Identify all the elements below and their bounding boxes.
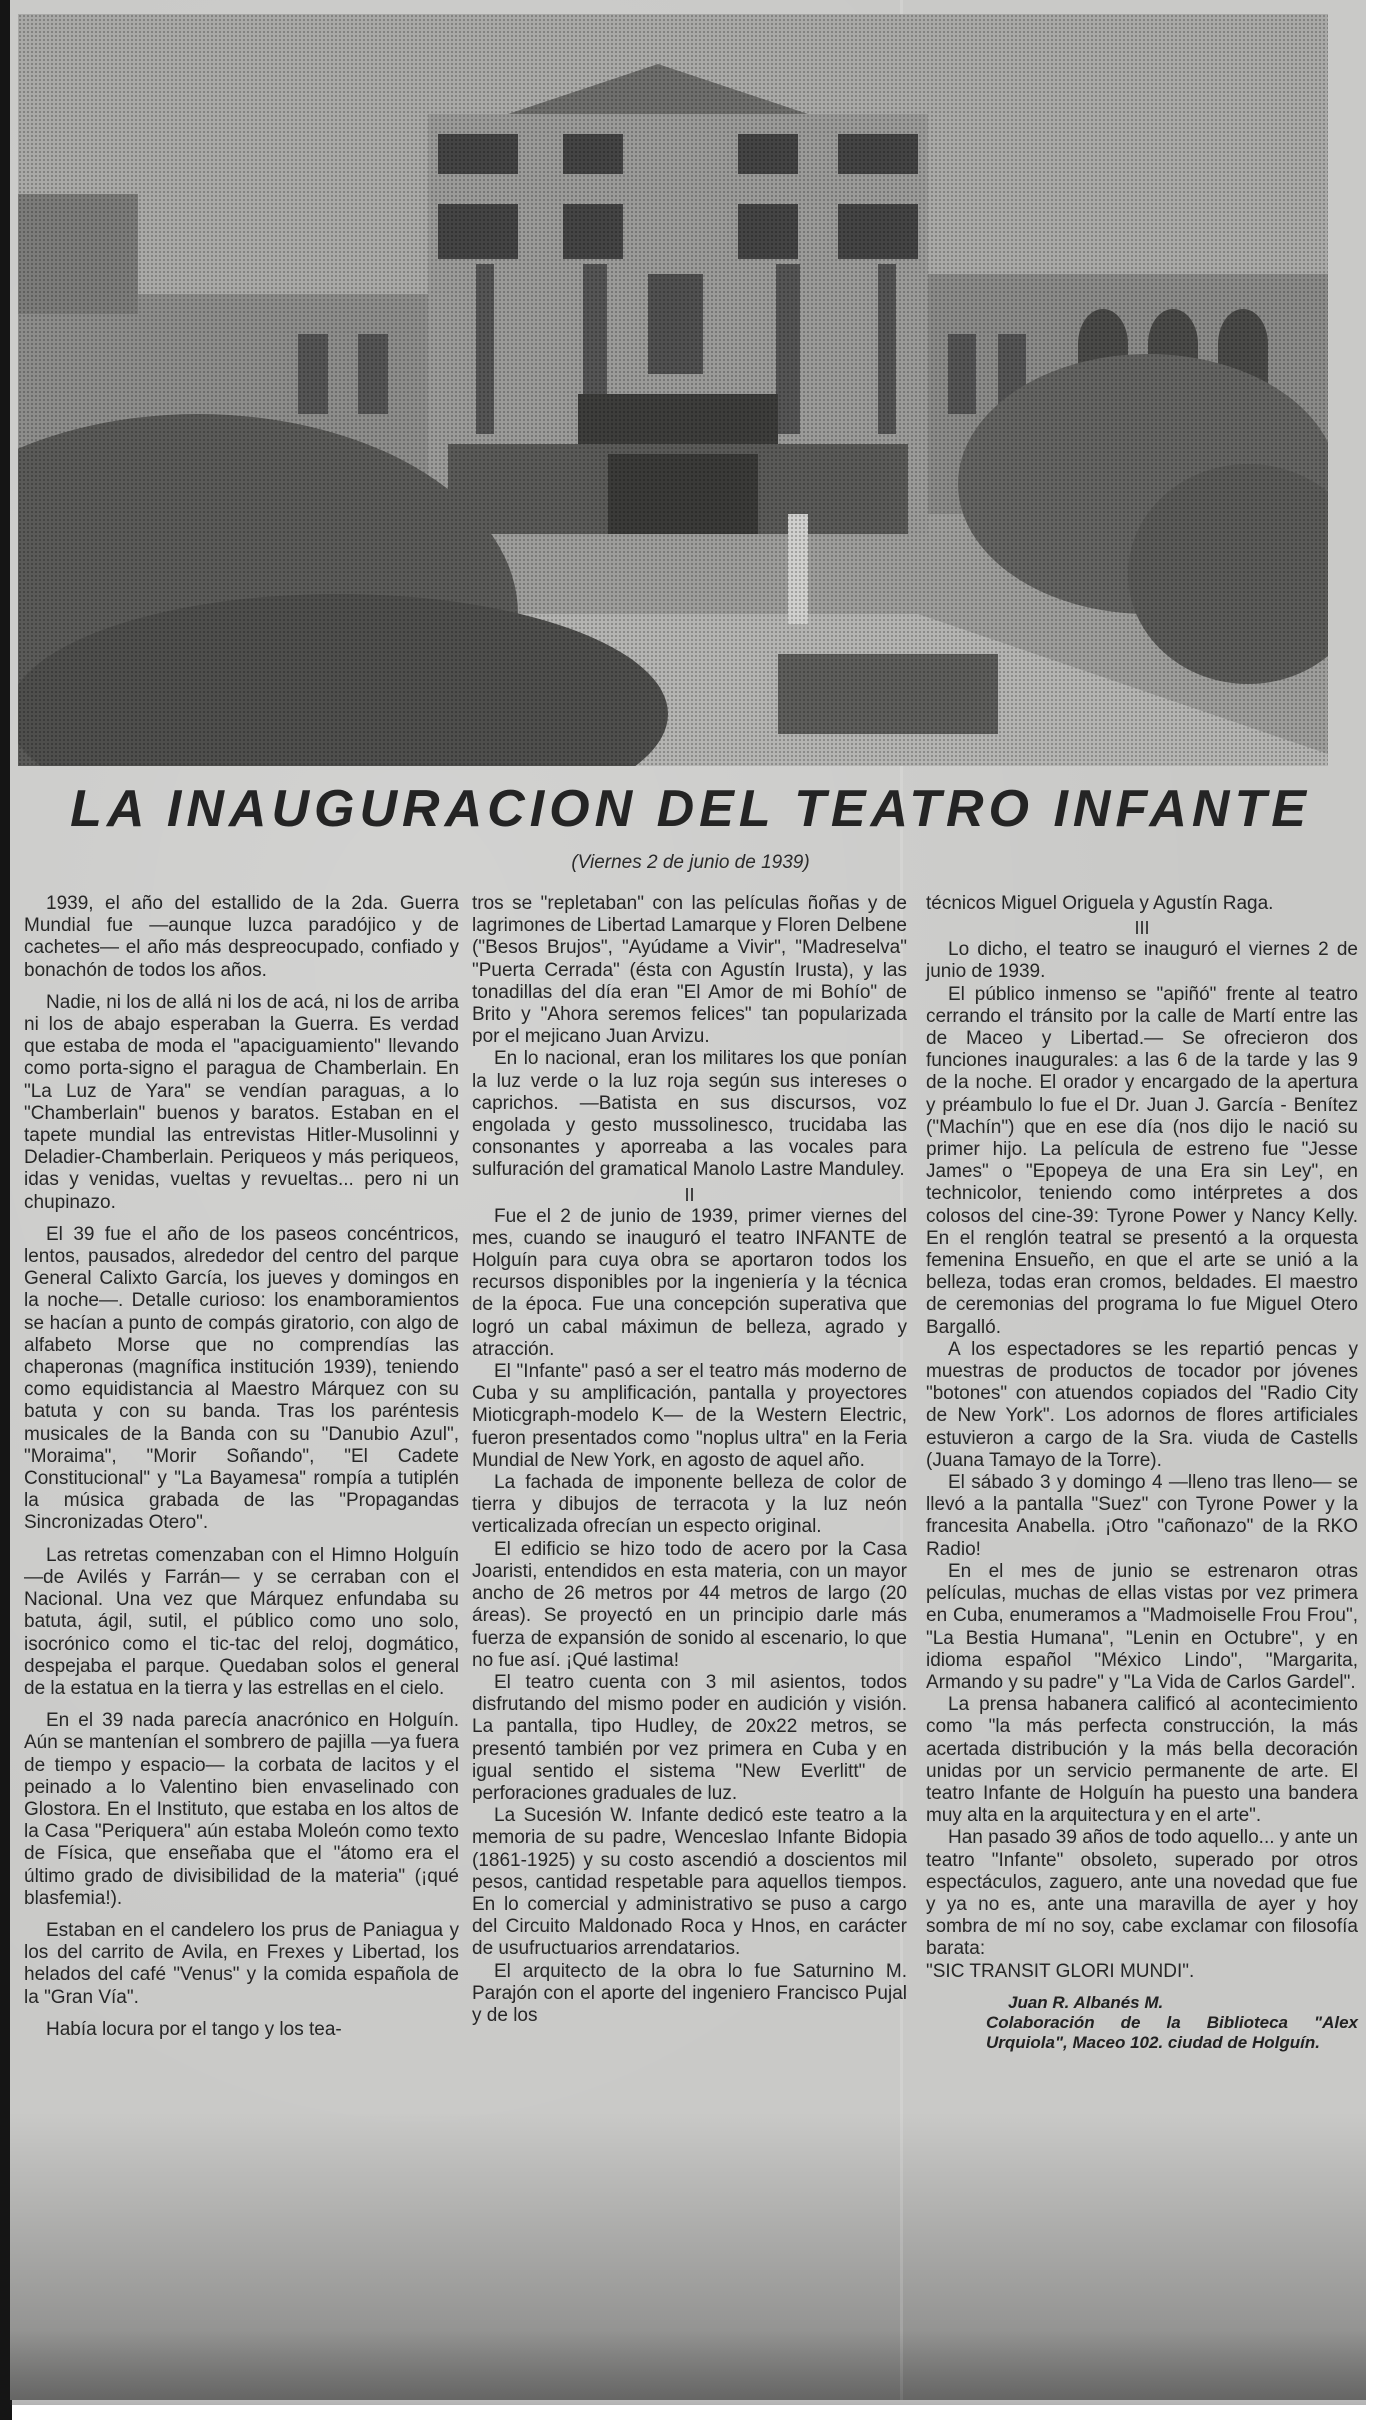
paragraph: Había locura por el tango y los tea- <box>46 2018 342 2040</box>
library-credit: Colaboración de la Biblioteca "Alex Urquiola", Maceo 102. ciudad de Holguín. <box>986 2012 1358 2052</box>
paragraph: El teatro cuenta con 3 mil asientos, todos disfrutando del mismo poder en audición y visión. La pantalla, tipo Hudley, de 20x22 metros, se presentó también por vez primera en Cuba y en igual sentido el sistema "New Everlitt" de perforaciones graduales de luz. <box>472 1671 907 1804</box>
paragraph: La Sucesión W. Infante dedicó este teatro a la memoria de su padre, Wenceslao Infante Bidopia (1861-1925) y su costo ascendió a doscientos mil pesos, cantidad respetable para aquellos tiempos. En lo comercial y administrativo se puso a cargo del Circuito Maldonado Roca y Hnos, en carácter de usufructuarios arrendatarios. <box>472 1805 907 1960</box>
paragraph: La prensa habanera calificó al acontecimiento como "la más perfecta construcción, la más acertada distribución y la más bella decoración unidas por un servicio permanente de arte. El teatro Infante de Holguín ha puesto una bandera muy alta en la arquitectura y en el arte". <box>926 1694 1358 1827</box>
paragraph: La fachada de imponente belleza de color de tierra y dibujos de terracota y la luz neón verticalizada ofrecían un especto original. <box>472 1472 907 1538</box>
section-number: II <box>684 1184 695 1205</box>
paragraph: 1939, el año del estallido de la 2da. Guerra Mundial fue —aunque luzca paradójico y de cachetes— el año más despreocupado, confiado y bonachón de todos los años. <box>24 893 459 981</box>
theater-photo <box>18 14 1328 766</box>
paragraph: Nadie, ni los de allá ni los de acá, ni los de arriba ni los de abajo esperaban la Guerra. Es verdad que estaba de moda el "apaciguamiento" llevando como porta-signo el paragua de Chamberlain. En "La Luz de Yara" se vendían paraguas, a lo "Chamberlain" buenos y baratos. Estaban en el tapete mundial las entrevistas Hitler-Musolinni y Deladier-Chamberlain. Periqueos y más periqueos, idas y venidas, vueltas y revueltas... pero ni un chupinazo. <box>24 991 459 1213</box>
paragraph: En el mes de junio se estrenaron otras películas, muchas de ellas vistas por vez primera en Cuba, enumeramos a "Madmoiselle Frou Frou", "La Bestia Humana", "Lenin en Octubre", y en idioma español "México Lindo", "Margarita, Armando y su padre" y "La Vida de Carlos Gardel". <box>926 1560 1358 1693</box>
article-dateline: (Viernes 2 de junio de 1939) <box>571 852 810 873</box>
article-column-2 <box>472 893 907 2027</box>
paragraph: El arquitecto de la obra lo fue Saturnino M. Parajón con el aporte del ingeniero Francisco Pujal y de los <box>472 1960 907 2026</box>
closing-quote: "SIC TRANSIT GLORI MUNDI". <box>926 1960 1195 1982</box>
article-headline: LA INAUGURACION DEL TEATRO INFANTE <box>70 780 1311 838</box>
signature <box>926 1993 1358 2053</box>
paragraph: El edificio se hizo todo de acero por la Casa Joaristi, entendidos en esta materia, con un mayor ancho de 26 metros por 44 metros de largo (20 áreas). Se proyectó en un principio darle más fuerza de expansión de sonido al escenario, lo que no fue así. ¡Qué lastima! <box>472 1538 907 1671</box>
paragraph: Las retretas comenzaban con el Himno Holguín —de Avilés y Farrán— y se cerraban con el Nacional. Una vez que Márquez enfundaba su batuta, ágil, sutil, el público como uno solo, isocrónico como el tic-tac del reloj, dogmático, despejaba el parque. Quedaban solos el general de la estatua en la tierra y las estrellas en el cielo. <box>24 1544 459 1699</box>
paragraph: El sábado 3 y domingo 4 —lleno tras lleno— se llevó a la pantalla "Suez" con Tyrone Power y la francesita Anabella. ¡Otro "cañonazo" de la RKO Radio! <box>926 1472 1358 1560</box>
paragraph: Han pasado 39 años de todo aquello... y ante un teatro "Infante" obsoleto, superado por otros espectáculos, zaguero, ante una novedad que fue y ya no es, ante una maravilla de ayer y hoy sombra de mí no soy, cabe exclamar con filosofía barata: <box>926 1827 1358 1960</box>
paragraph: El 39 fue el año de los paseos concéntricos, lentos, pausados, alrededor del centro del parque General Calixto García, los jueves y domingos en la noche—. Detalle curioso: los enamboramientos se hacían a punto de compás giratorio, con algo de alfabeto Morse que no comprendías las chaperonas (magnífica institución 1939), teniendo como equidistancia al Maestro Márquez con su batuta y con su banda. Tras los paréntesis musicales de la Banda con su "Danubio Azul", "Moraima", "Morir Soñando", "El Cadete Constitucional" y "La Bayamesa" rompía a tutiplén la música grabada de las "Propagandas Sincronizadas Otero". <box>24 1223 459 1534</box>
paragraph: En el 39 nada parecía anacrónico en Holguín. Aún se mantenían el sombrero de pajilla —ya fuera de tiempo y espacio— la corbata de lacitos y el peinado a lo Valentino bien envaselinado con Glostora. En el Instituto, que estaba en los altos de la Casa "Periquera" aún estaba Moleón como texto de Física, que enseñaba que el "átomo era el último grado de divisibilidad de la materia" (¡qué blasfemia!). <box>24 1710 459 1909</box>
paragraph: Estaban en el candelero los prus de Paniagua y los del carrito de Avila, en Frexes y Libertad, los helados del café "Venus" y la comida española de la "Gran Vía". <box>24 1919 459 2008</box>
section-number: III <box>1134 918 1150 939</box>
author-name: Juan R. Albanés M. <box>1008 1992 1164 2012</box>
paragraph: Lo dicho, el teatro se inauguró el viernes 2 de junio de 1939. <box>926 939 1358 983</box>
paragraph: A los espectadores se les repartió pencas y muestras de productos de tocador por jóvenes "botones" con atuendos copiados del "Radio City de New York". Los adornos de flores artificiales estuvieron a cargo de la Sra. viuda de Castells (Juana Tamayo de la Torre). <box>926 1338 1358 1471</box>
paragraph: El "Infante" pasó a ser el teatro más moderno de Cuba y su amplificación, pantalla y proyectores Mioticgraph-modelo K— de la Western Electric, fueron presentados como "noplus ultra" en la Feria Mundial de New York, en agosto de aquel año. <box>472 1361 907 1471</box>
paragraph: Fue el 2 de junio de 1939, primer viernes del mes, cuando se inauguró el teatro INFANTE de Holguín para cuya obra se aportaron todos los recursos disponibles por la ingeniería y la técnica de la época. Fue una concepción superativa que logró un cabal máximun de belleza, agrado y atracción. <box>472 1205 907 1360</box>
article-column-1 <box>24 893 459 2051</box>
paragraph: técnicos Miguel Origuela y Agustín Raga. <box>926 893 1274 914</box>
paragraph: El público inmenso se "apiñó" frente al teatro cerrando el tránsito por la calle de Martí entre las de Maceo y Libertad.— Se ofrecieron dos funciones inaugurales: a las 6 de la tarde y las 9 de la noche. El orador y encargado de la apertura y préambulo lo fue el Dr. Juan J. García - Benítez ("Machín") que en ese día (nos dijo le nació su primer hijo. La película de estreno fue "Jesse James" o "Epopeya de una Era sin Ley", en technicolor, teniendo como intérpretes a dos colosos del cine-39: Tyrone Power y Nancy Kelly. En el renglón teatral se presentó a la orquesta femenina Ensueño, en que el arte se unió a la belleza, todas eran cromos, beldades. El maestro de ceremonias del programa lo fue Miguel Otero Bargalló. <box>926 983 1358 1338</box>
article-column-3 <box>926 893 1358 2053</box>
paragraph: tros se "repletaban" con las películas ñoñas y de lagrimones de Libertad Lamarque y Floren Delbene ("Besos Brujos", "Ayúdame a Vivir", "Madreselva" "Puerta Cerrada" (ésta con Agustín Irusta), y las tonadillas del día eran "El Amor de mi Bohío" de Brito y "Ahora seremos felices" tan popularizada por el mejicano Juan Arvizu. <box>472 893 907 1048</box>
paragraph: En lo nacional, eran los militares los que ponían la luz verde o la luz roja según sus intereses o caprichos. —Batista en sus discursos, voz engolada y gesto mussolinesco, trucidaba las consonantes y aporreaba a las vocales para sulfuración del gramatical Manolo Lastre Manduley. <box>472 1048 907 1181</box>
theater-photo-illustration <box>18 14 1328 766</box>
